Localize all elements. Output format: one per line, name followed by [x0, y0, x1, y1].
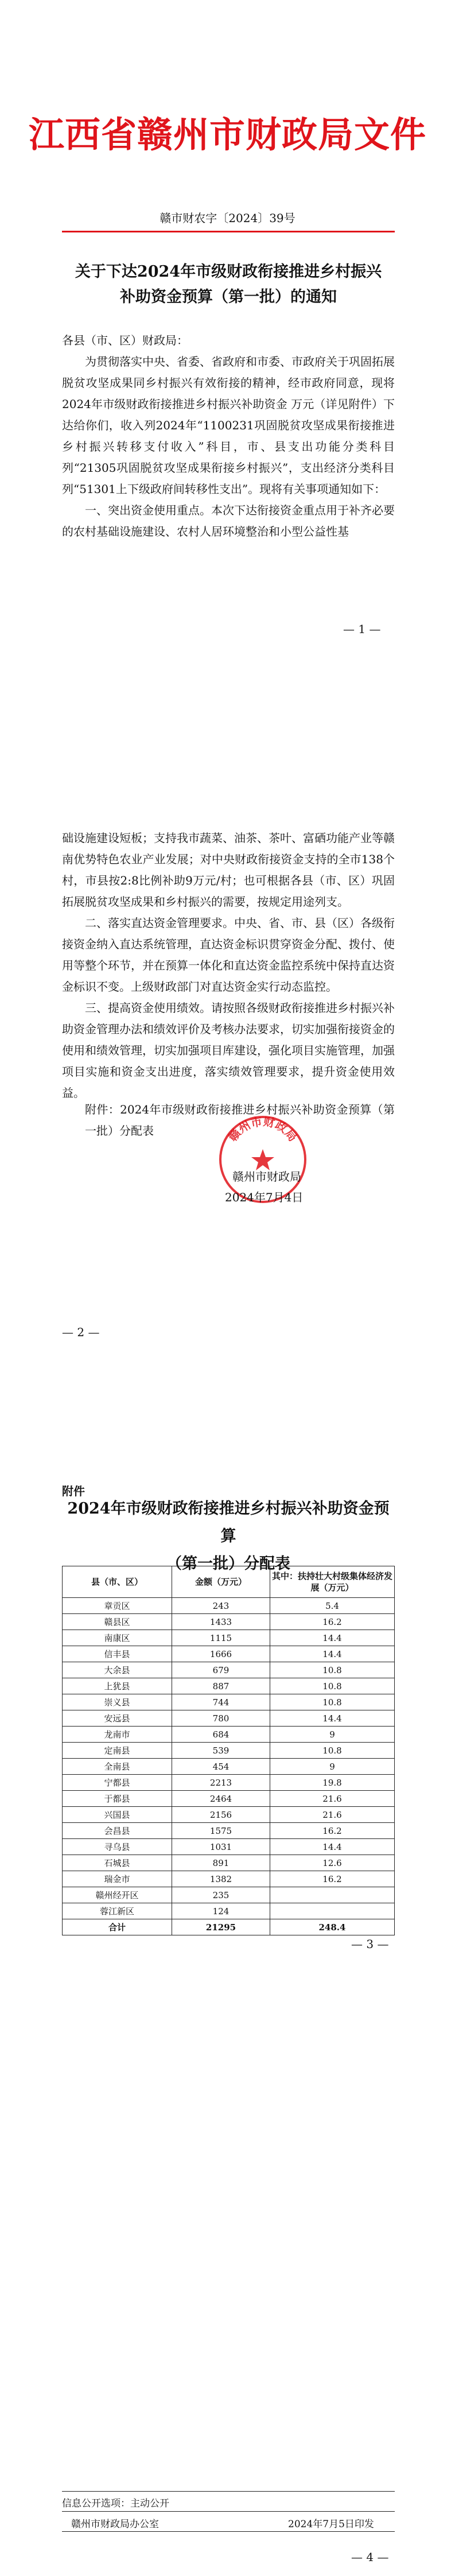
cell-amount: 1666	[172, 1646, 270, 1662]
paragraph-intro: 为贯彻落实中央、省委、省政府和市委、市政府关于巩固拓展脱贫攻坚成果同乡村振兴有效衔接的精神，经市政府同意，现将2024年市级财政衔接推进乡村振兴补助资金 万元（详见附件）下达给你们，收入列2024年“1100231巩固脱贫攻坚成果衔接推进乡村振兴转移支付收入”科目，市、县支出功能分类科目列“21305巩固脱贫攻坚成果衔接乡村振兴”，支出经济分类科目列“51301上下级政府间转移性支出”。现将有关事项通知如下：	[62, 355, 395, 496]
cell-county: 会昌县	[63, 1823, 172, 1839]
cell-collective: 14.4	[270, 1646, 395, 1662]
disclosure-option: 信息公开选项：主动公开	[62, 2498, 169, 2509]
notice-title-line1: 关于下达2024年市级财政衔接推进乡村振兴	[75, 263, 382, 281]
page-number-3: — 3 —	[351, 1937, 389, 1951]
document-number: 赣市财农字〔2024〕39号	[160, 211, 295, 225]
cell-amount: 243	[172, 1598, 270, 1614]
document-header-title: 江西省赣州市财政局文件	[28, 114, 426, 156]
page-number-2: — 2 —	[62, 1325, 100, 1339]
cell-collective: 16.2	[270, 1823, 395, 1839]
table-row	[63, 1855, 395, 1871]
cell-collective	[270, 1887, 395, 1903]
page-number-1: — 1 —	[343, 622, 381, 636]
cell-amount: 454	[172, 1759, 270, 1775]
cell-collective: 10.8	[270, 1694, 395, 1710]
table-header-row	[63, 1566, 395, 1598]
cell-county: 南康区	[63, 1630, 172, 1646]
cell-collective: 19.8	[270, 1775, 395, 1791]
cell-county: 崇义县	[63, 1694, 172, 1710]
cell-county: 上犹县	[63, 1678, 172, 1694]
cell-amount: 1031	[172, 1839, 270, 1855]
cell-amount: 539	[172, 1743, 270, 1759]
cell-collective: 14.4	[270, 1710, 395, 1727]
cell-collective	[270, 1903, 395, 1919]
cell-county: 龙南市	[63, 1727, 172, 1743]
cell-collective: 10.8	[270, 1662, 395, 1678]
signature-date: 2024年7月4日	[225, 1190, 304, 1204]
table-row	[63, 1662, 395, 1678]
cell-county: 蓉江新区	[63, 1903, 172, 1919]
table-row	[63, 1823, 395, 1839]
cell-collective: 16.2	[270, 1614, 395, 1630]
header-amount: 金额（万元）	[172, 1566, 270, 1598]
cell-amount: 891	[172, 1855, 270, 1871]
cell-amount: 2156	[172, 1807, 270, 1823]
cell-total-collective: 248.4	[270, 1919, 395, 1935]
table-row	[63, 1871, 395, 1887]
cell-amount: 1575	[172, 1823, 270, 1839]
cell-county: 安远县	[63, 1710, 172, 1727]
table-row	[63, 1775, 395, 1791]
cell-amount: 1382	[172, 1871, 270, 1887]
table-row	[63, 1807, 395, 1823]
footer-rule-top	[62, 2491, 395, 2492]
table-row	[63, 1727, 395, 1743]
table-row	[63, 1630, 395, 1646]
cell-amount: 684	[172, 1727, 270, 1743]
cell-county: 石城县	[63, 1855, 172, 1871]
allocation-table	[62, 1566, 395, 1935]
cell-collective: 21.6	[270, 1807, 395, 1823]
table-row	[63, 1791, 395, 1807]
cell-collective: 9	[270, 1727, 395, 1743]
cell-amount: 744	[172, 1694, 270, 1710]
seal-text: 赣州市财政局	[225, 1114, 300, 1145]
table-row	[63, 1646, 395, 1662]
cell-county: 定南县	[63, 1743, 172, 1759]
cell-county: 全南县	[63, 1759, 172, 1775]
addressee: 各县（市、区）财政局：	[62, 333, 188, 347]
cell-collective: 10.8	[270, 1678, 395, 1694]
table-row	[63, 1614, 395, 1630]
cell-amount: 887	[172, 1678, 270, 1694]
cell-amount: 1433	[172, 1614, 270, 1630]
header-village-collective: 其中：扶持壮大村级集体经济发展（万元）	[270, 1566, 395, 1598]
notice-title-line2: 补助资金预算（第一批）的通知	[120, 288, 337, 306]
cell-collective: 10.8	[270, 1743, 395, 1759]
cell-county: 信丰县	[63, 1646, 172, 1662]
paragraph-performance: 三、提高资金使用绩效。请按照各级财政衔接推进乡村振兴补助资金管理办法和绩效评价及考核办法要求，切实加强衔接资金的使用和绩效管理，切实加强项目库建设，强化项目实施管理，加强项目实施和资金支出进度，落实绩效管理要求，提升资金使用效益。	[62, 1001, 395, 1100]
cell-county: 赣县区	[63, 1614, 172, 1630]
table-row	[63, 1678, 395, 1694]
issuing-office: 赣州市财政局办公室	[71, 2519, 159, 2530]
notice-title	[62, 259, 395, 310]
cell-amount: 1115	[172, 1630, 270, 1646]
cell-collective: 12.6	[270, 1855, 395, 1871]
table-row	[63, 1598, 395, 1614]
cell-amount: 679	[172, 1662, 270, 1678]
cell-total-label: 合计	[63, 1919, 172, 1935]
table-row	[63, 1759, 395, 1775]
cell-collective: 5.4	[270, 1598, 395, 1614]
paragraph-fund-focus-part1: 一、突出资金使用重点。本次下达衔接资金重点用于补齐必要的农村基础设施建设、农村人居环境整治和小型公益性基	[62, 503, 395, 538]
attachment-line: 附件：2024年市级财政衔接推进乡村振兴补助资金预算（第一批）分配表	[85, 1103, 395, 1138]
cell-county: 兴国县	[63, 1807, 172, 1823]
cell-collective: 16.2	[270, 1871, 395, 1887]
signature-org: 赣州市财政局	[232, 1170, 301, 1184]
annex-title-line2: （第一批）分配表	[166, 1555, 290, 1573]
table-row	[63, 1710, 395, 1727]
cell-collective: 14.4	[270, 1839, 395, 1855]
annex-label: 附件	[62, 1484, 85, 1498]
footer-rule-middle	[62, 2511, 395, 2512]
cell-amount: 124	[172, 1903, 270, 1919]
cell-amount: 2213	[172, 1775, 270, 1791]
cell-county: 章贡区	[63, 1598, 172, 1614]
annex-title-line1: 2024年市级财政衔接推进乡村振兴补助资金预算	[67, 1500, 390, 1545]
footer-rule-bottom	[62, 2531, 395, 2532]
paragraph-fund-focus-part2: 础设施建设短板；支持我市蔬菜、油茶、茶叶、富硒功能产业等赣南优势特色农业产业发展；对中央财政衔接资金支持的全市138个村，市县按2:8比例补助9万元/村；也可根据各县（市、区）巩固拓展脱贫攻坚成果和乡村振兴的需要，按规定用途列支。	[62, 831, 395, 909]
cell-amount: 780	[172, 1710, 270, 1727]
notice-body-page2	[62, 828, 395, 1104]
header-county: 县（市、区）	[63, 1566, 172, 1598]
table-total-row	[63, 1919, 395, 1935]
table-row	[63, 1694, 395, 1710]
table-row	[63, 1903, 395, 1919]
table-row	[63, 1743, 395, 1759]
table-row	[63, 1839, 395, 1855]
cell-collective: 21.6	[270, 1791, 395, 1807]
cell-county: 寻乌县	[63, 1839, 172, 1855]
cell-county: 宁都县	[63, 1775, 172, 1791]
svg-text:赣州市财政局	[225, 1115, 300, 1144]
cell-collective: 9	[270, 1759, 395, 1775]
cell-county: 赣州经开区	[63, 1887, 172, 1903]
cell-amount: 2464	[172, 1791, 270, 1807]
cell-collective: 14.4	[270, 1630, 395, 1646]
header-red-rule	[62, 231, 395, 232]
cell-county: 大余县	[63, 1662, 172, 1678]
cell-county: 于都县	[63, 1791, 172, 1807]
table-row	[63, 1887, 395, 1903]
paragraph-direct-funds: 二、落实直达资金管理要求。中央、省、市、县（区）各级衔接资金纳入直达系统管理，直达资金标识贯穿资金分配、拨付、使用等整个环节，并在预算一体化和直达资金监控系统中保持直达资金标识不变。上级财政部门对直达资金实行动态监控。	[62, 916, 395, 994]
cell-county: 瑞金市	[63, 1871, 172, 1887]
notice-body-page1	[62, 330, 395, 542]
print-date: 2024年7月5日印发	[288, 2519, 374, 2530]
page-number-4: — 4 —	[351, 2550, 389, 2564]
cell-total-amount: 21295	[172, 1919, 270, 1935]
cell-amount: 235	[172, 1887, 270, 1903]
